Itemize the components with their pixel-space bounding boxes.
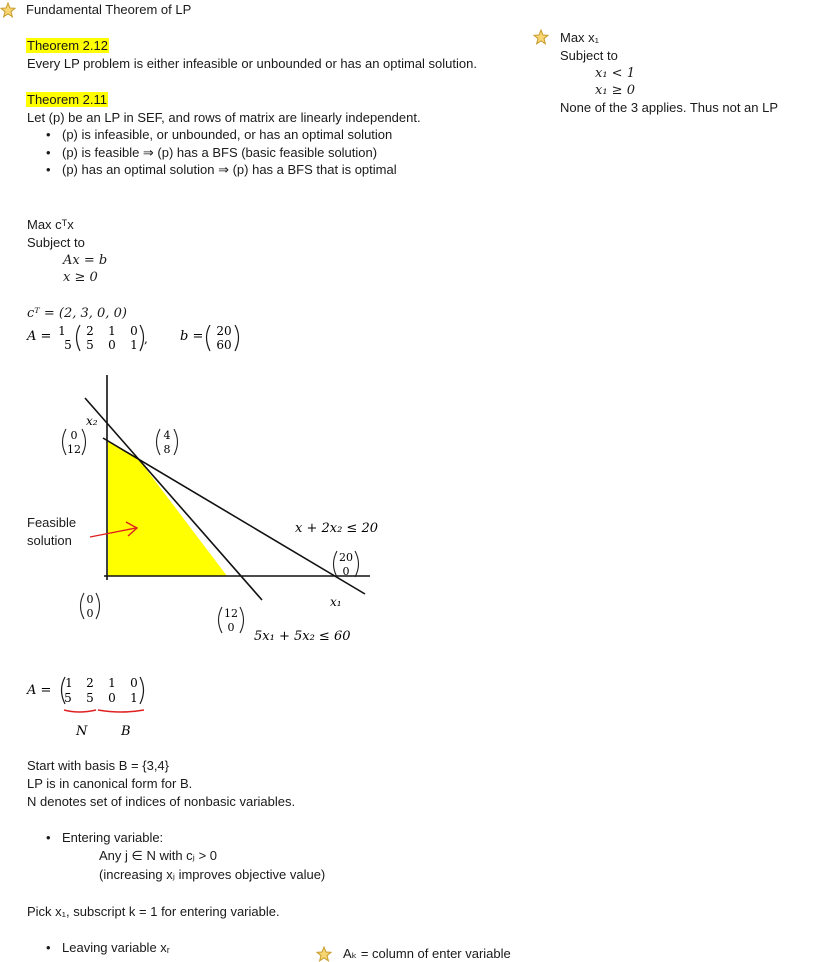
column-note: Aₖ = column of enter variable <box>343 946 511 961</box>
A-cell: 0 <box>130 676 138 690</box>
nonbasic-line: N denotes set of indices of nonbasic variables. <box>27 794 296 809</box>
svg-text:0: 0 <box>70 429 78 442</box>
A-cell: 2 <box>86 676 94 690</box>
b-label: b = <box>180 329 204 344</box>
page-title: Fundamental Theorem of LP <box>26 2 192 17</box>
svg-text:8: 8 <box>163 443 171 456</box>
svg-text:4: 4 <box>163 429 171 442</box>
vertex-label <box>157 429 178 456</box>
lp-objective: Max cᵀx <box>27 217 74 232</box>
A-cell: 1 <box>58 324 66 338</box>
side-objective: Max x₁ <box>560 30 600 45</box>
leaving-bullet <box>40 939 170 957</box>
bullet-item: • (p) is feasible ⇒ (p) has a BFS (basic feasible solution) <box>40 144 397 162</box>
theorem-211-bullets <box>40 126 397 179</box>
feasible-label-line-1: Feasible <box>27 515 77 530</box>
b-cell: 60 <box>216 338 232 352</box>
x1-axis-label: x₁ <box>330 595 342 609</box>
svg-text:20: 20 <box>339 551 353 564</box>
N-label: N <box>76 724 88 739</box>
A-cell: 5 <box>86 691 94 705</box>
A-cell: 1 <box>108 324 116 338</box>
A-cell: 5 <box>86 338 94 352</box>
feasible-label-line-2: solution <box>27 533 72 548</box>
svg-text:0: 0 <box>342 565 350 578</box>
B-underline <box>98 710 144 712</box>
A-cell: 0 <box>130 324 138 338</box>
A-cell: 5 <box>64 338 72 352</box>
bullet-item: • Leaving variable xᵣ <box>40 939 170 957</box>
entering-bullet <box>40 829 163 847</box>
bullet-item: • (p) is infeasible, or unbounded, or has an optimal solution <box>40 126 397 144</box>
theorem-211-text: Let (p) be an LP in SEF, and rows of matrix are linearly independent. <box>27 110 421 125</box>
side-conclusion: None of the 3 applies. Thus not an LP <box>560 100 779 115</box>
entering-rule: Any j ∈ N with cⱼ > 0 <box>99 848 217 863</box>
svg-text:12: 12 <box>67 443 81 456</box>
A-label: A = <box>27 683 52 698</box>
entering-reason: (increasing xⱼ improves objective value) <box>99 867 326 882</box>
side-subject-to: Subject to <box>560 48 618 63</box>
vertex-label <box>219 607 244 634</box>
N-underline <box>64 710 96 712</box>
vertex-label <box>63 429 86 456</box>
matrix-A-b <box>22 318 252 358</box>
svg-text:0: 0 <box>227 621 235 634</box>
side-constraint-2: x₁ ≥ 0 <box>595 83 635 98</box>
vertex-label <box>81 593 100 620</box>
feasible-region <box>108 441 227 576</box>
A-cell: 0 <box>108 338 116 352</box>
A-cell: 1 <box>130 338 138 352</box>
star-icon <box>0 2 16 18</box>
bullet-item: • (p) has an optimal solution ⇒ (p) has a BFS that is optimal <box>40 161 397 179</box>
A-cell: 5 <box>64 691 72 705</box>
A-cell: 0 <box>108 691 116 705</box>
bullet-item: • Entering variable: <box>40 829 163 847</box>
lp-subject-to: Subject to <box>27 235 85 250</box>
b-cell: 20 <box>216 324 232 338</box>
canonical-line: LP is in canonical form for B. <box>27 776 193 791</box>
theorem-212-label: Theorem 2.12 <box>27 38 108 53</box>
side-constraint-1: x₁ < 1 <box>595 66 635 81</box>
theorem-212-text: Every LP problem is either infeasible or unbounded or has an optimal solution. <box>27 56 477 71</box>
partition-matrix <box>22 670 162 742</box>
lp-constraint-1: Ax = b <box>63 253 108 268</box>
svg-text:0: 0 <box>86 607 94 620</box>
A-cell: 2 <box>86 324 94 338</box>
pick-line: Pick x₁, subscript k = 1 for entering variable. <box>27 904 280 919</box>
A-label: A = <box>27 329 52 344</box>
vertex-label <box>334 551 359 578</box>
svg-text:0: 0 <box>86 593 94 606</box>
A-cell: 1 <box>108 676 116 690</box>
A-cell: 1 <box>65 676 73 690</box>
A-cell: 1 <box>130 691 138 705</box>
x2-axis-label: x₂ <box>86 414 98 428</box>
constraint-2-label: 5x₁ + 5x₂ ≤ 60 <box>254 629 351 644</box>
theorem-211-label: Theorem 2.11 <box>27 92 107 107</box>
svg-text:12: 12 <box>224 607 238 620</box>
star-icon <box>533 29 549 45</box>
B-label: B <box>121 724 131 739</box>
constraint-1-label: x + 2x₂ ≤ 20 <box>295 521 379 536</box>
svg-text:,: , <box>144 332 148 346</box>
basis-line: Start with basis B = {3,4} <box>27 758 169 773</box>
lp-constraint-2: x ≥ 0 <box>63 270 98 285</box>
c-vector: cᵀ = (2, 3, 0, 0) <box>27 306 127 321</box>
